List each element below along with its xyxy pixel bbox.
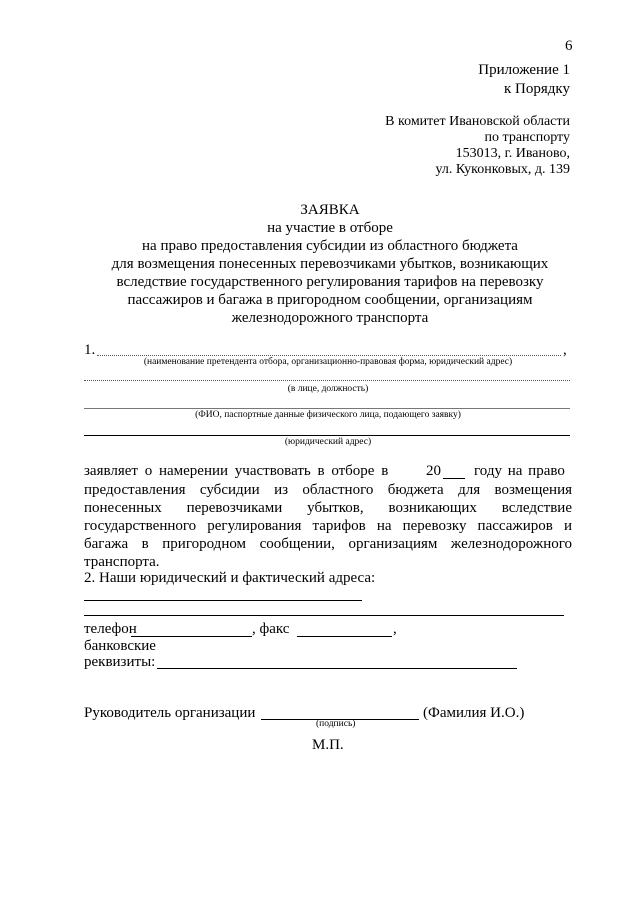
- body-line-5: багажа в пригородном сообщении, организациям железнодорожного: [84, 536, 572, 552]
- title-line-1: на участие в отборе: [267, 220, 393, 236]
- year-suffix: году на право: [474, 463, 565, 479]
- year-field[interactable]: [443, 478, 465, 479]
- body-line-4: государственного регулирования тарифов на перевозку пассажиров и: [84, 518, 572, 534]
- caption-legal-address: (юридический адрес): [284, 437, 372, 447]
- phone-label: телефон: [84, 621, 137, 637]
- body-line-1: заявляет о намерении участвовать в отборе в: [84, 463, 389, 479]
- addressee-line-3: 153013, г. Иваново,: [455, 146, 570, 161]
- addressee-line-2: по транспорту: [484, 130, 570, 145]
- head-label: Руководитель организации: [84, 705, 256, 721]
- fax-field[interactable]: [297, 636, 392, 637]
- title-line-3: для возмещения понесенных перевозчиками убытков, возникающих: [111, 256, 549, 272]
- signature-caption: (подпись): [316, 719, 356, 729]
- item-1-number: 1.: [84, 342, 96, 358]
- item-1-comma: ,: [563, 342, 567, 358]
- appendix-line-2: к Порядку: [504, 81, 570, 97]
- fax-label: , факс: [252, 621, 290, 637]
- legal-address-field[interactable]: [84, 435, 570, 436]
- caption-person-data: (ФИО, паспортные данные физического лица, подающего заявку): [195, 410, 461, 420]
- bank-label: банковские: [84, 638, 156, 654]
- phone-field[interactable]: [131, 636, 252, 637]
- body-line-3: понесенных перевозчиками убытков, возникающих вследствие: [84, 500, 572, 516]
- address-field-1[interactable]: [84, 600, 362, 601]
- person-data-field[interactable]: [84, 408, 570, 409]
- title-line-6: железнодорожного транспорта: [231, 310, 429, 326]
- year-prefix: 20: [426, 463, 441, 479]
- fax-comma: ,: [393, 621, 397, 637]
- page-number: 6: [565, 38, 573, 54]
- title-line-4: вследствие государственного регулирования тарифов на перевозку: [116, 274, 544, 290]
- body-line-6: транспорта.: [84, 554, 160, 570]
- title-line-2: на право предоставления субсидии из областного бюджета: [142, 238, 518, 254]
- caption-position: (в лице, должность): [287, 384, 369, 394]
- title-line-5: пассажиров и багажа в пригородном сообщении, организациям: [127, 292, 533, 308]
- requisites-field[interactable]: [157, 668, 517, 669]
- representative-position-field[interactable]: [84, 380, 570, 381]
- name-placeholder: (Фамилия И.О.): [423, 705, 525, 721]
- stamp-label: М.П.: [312, 737, 344, 753]
- address-field-2[interactable]: [84, 615, 564, 616]
- appendix-line-1: Приложение 1: [478, 62, 570, 78]
- requisites-label: реквизиты:: [84, 654, 156, 670]
- addressee-line-4: ул. Куконковых, д. 139: [435, 162, 570, 177]
- addressee-line-1: В комитет Ивановской области: [385, 114, 570, 129]
- document-heading: ЗАЯВКА: [300, 202, 360, 218]
- caption-applicant: (наименование претендента отбора, организационно-правовая форма, юридический адрес): [143, 357, 513, 367]
- applicant-name-field[interactable]: [97, 355, 561, 356]
- item-2-label: 2. Наши юридический и фактический адреса:: [84, 570, 376, 586]
- body-line-2: предоставления субсидии из областного бюджета для возмещения: [84, 482, 572, 498]
